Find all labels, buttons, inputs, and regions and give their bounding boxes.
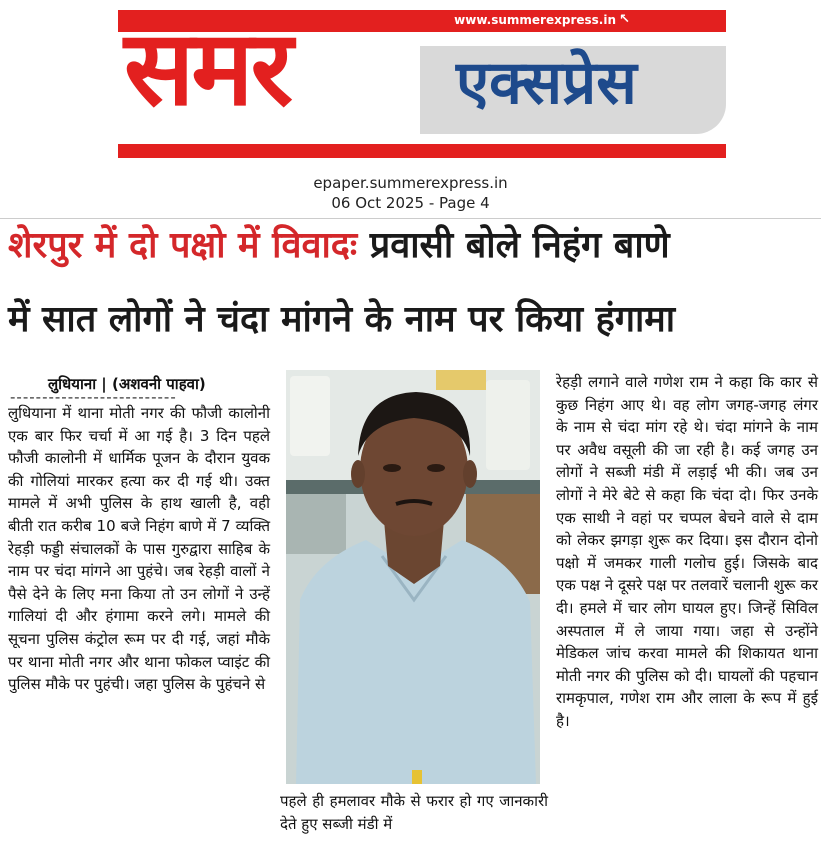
article-dateline: लुधियाना | (अशवनी पाहवा) (48, 375, 206, 393)
dateline-rule: -------------------------- (10, 388, 177, 406)
newspaper-masthead (118, 7, 726, 158)
article-photo (286, 370, 540, 784)
photo-man-portrait (286, 370, 540, 784)
headline-line-2: में सात लोगों ने चंदा मांगने के नाम पर किया हंगामा (8, 299, 676, 340)
masthead-title: समर (124, 7, 291, 129)
edition-site: epaper.summerexpress.in (313, 174, 508, 192)
masthead-subtitle: एक्सप्रेस (456, 48, 637, 118)
photo-caption: पहले ही हमलावर मौके से फरार हो गए जानकारी देते हुए सब्जी मंडी में (280, 792, 548, 833)
cursor-arrow-icon: ↖ (619, 12, 630, 27)
masthead-website[interactable]: www.summerexpress.in (454, 13, 616, 27)
masthead-bottom-bar (118, 144, 726, 158)
headline-line-1 (8, 226, 816, 266)
edition-date-page: 06 Oct 2025 - Page 4 (331, 194, 490, 212)
article-left-column: लुधियाना में थाना मोती नगर की फौजी कालोनी एक बार फिर चर्चा में आ गई है। 3 दिन पहले फौजी कालोनी में धार्मिक पूजन के दौरान युवक की गोलियां मारकर हत्या कर दी गई थी। उक्त मामले में अभी पुलिस के हाथ खाली है, वही बीती रात करीब 10 बजे निहंग बाणे में 7 व्यक्ति रेहड़ी फड्डी संचालकों के पास गुरुद्वारा साहिब के नाम पर चंदा मांगने आ पुहंचे। जब रेहड़ी वालों ने पैसे देने के लिए मना किया तो उन लोगों ने उन्हें गालियां दी और हंगामा करने लगे। मामले की सूचना पुलिस कंट्रोल रूम पर दी गई, जहां मौके पर थाना मोती नगर और थाना फोकल प्वाइंट की पुलिस मौके पर पुहंची। जहा पुलिस के पुहंचने से (8, 404, 270, 694)
headline-dark-part: प्रवासी बोले निहंग बाणे (357, 225, 670, 266)
headline-red-part: शेरपुर में दो पक्षो में विवादः (8, 225, 358, 266)
article-right-column: रेहड़ी लगाने वाले गणेश राम ने कहा कि कार से कुछ निहंग आए थे। वह लोग जगह-जगह लंगर के नाम से चंदा मांग रहे थे। चंदा मांगने के नाम पर अवैध वसूली की जा रही है। कई जगह उन लोगों ने सब्जी मंडी में लड़ाई भी की। जब उन लोगों ने मेरे बेटे से कहा कि चंदा दो। फिर उनके एक साथी ने वहां पर चप्पल बेचने वाले से दाम को लेकर झगड़ा शुरू कर दिया। इस दौरान दोनो पक्षो में जमकर गाली गलोच हुई। जिसके बाद एक पक्ष ने दूसरे पक्ष पर तलवारें चलानी शुरू कर दी। हमले में चार लोग घायल हुए। जिन्हें सिविल अस्पताल में ले जाया गया। जहा से उन्होंने मेडिकल जांच करवा मामले की शिकायत थाना मोती नगर की पुलिस को दी। घायलों की पहचान रामकृपाल, गणेश राम और लाला के रूप में हुई है। (556, 373, 818, 730)
header-divider (0, 218, 821, 219)
